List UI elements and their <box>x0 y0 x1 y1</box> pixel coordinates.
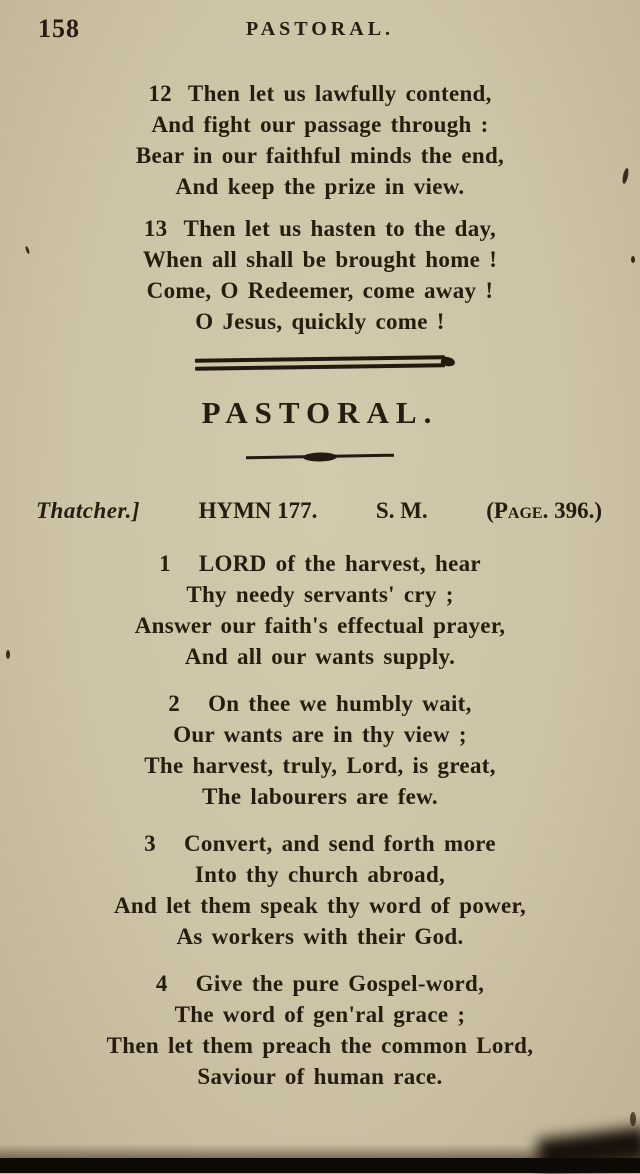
verse-number: 1 <box>159 551 171 576</box>
ornament-divider <box>246 454 394 460</box>
running-header <box>36 14 604 48</box>
hymn-177-verses <box>36 548 604 1092</box>
verse-13 <box>36 213 604 337</box>
verse-line: And let them speak thy word of power, <box>113 893 527 918</box>
verse-number: 13 <box>143 216 168 241</box>
hymn-title: HYMN 177. <box>198 498 318 523</box>
verse-line: The harvest, truly, Lord, is great, <box>144 753 496 778</box>
verse-12 <box>36 78 604 202</box>
page-number: 158 <box>38 14 80 43</box>
scan-shadow-bottom <box>0 1144 640 1158</box>
ink-smudge <box>631 256 635 263</box>
verse-line: And all our wants supply. <box>184 644 456 669</box>
verse-line <box>36 688 604 719</box>
divider-bar-bottom <box>195 363 445 370</box>
verse-line: Answer our faith's effectual prayer, <box>134 613 506 638</box>
verse-number: 2 <box>168 691 181 716</box>
ink-smudge <box>6 650 10 659</box>
verse-line: O Jesus, quickly come ! <box>195 309 445 334</box>
previous-hymn-verses <box>36 78 604 337</box>
verse-line <box>36 968 604 999</box>
ink-smudge <box>630 1112 636 1126</box>
verse-4 <box>36 968 604 1092</box>
verse-line: And fight our passage through : <box>151 112 489 137</box>
hymn-page-reference: (Page. 396.) <box>486 498 602 523</box>
verse-line <box>36 548 604 579</box>
hymn-meter: S. M. <box>375 498 428 523</box>
verse-line <box>36 828 604 859</box>
verse-line: Bear in our faithful minds the end, <box>135 143 505 168</box>
verse-number: 3 <box>144 831 156 856</box>
hymn-header <box>36 498 604 524</box>
scan-edge-band <box>0 1158 640 1173</box>
section-divider-rule <box>195 355 445 370</box>
verse-line-text: Then let us lawfully contend, <box>187 81 492 106</box>
verse-line: The labourers are few. <box>202 784 438 809</box>
divider-bar-top <box>195 355 445 362</box>
verse-3 <box>36 828 604 952</box>
ink-smudge <box>621 168 629 185</box>
verse-2 <box>36 688 604 812</box>
hymn-attribution: Thatcher.] <box>36 498 141 523</box>
verse-line-text: Then let us hasten to the day, <box>183 216 497 241</box>
verse-line: As workers with their God. <box>176 924 464 949</box>
verse-line-text: LORD of the harvest, hear <box>198 551 481 576</box>
section-title: PASTORAL. <box>201 395 439 430</box>
verse-line-text: Give the pure Gospel-word, <box>195 971 485 996</box>
verse-line <box>36 78 604 109</box>
verse-number: 12 <box>148 81 172 106</box>
verse-line-text: On thee we humbly wait, <box>208 691 472 716</box>
ink-smudge <box>25 246 31 255</box>
verse-line <box>36 213 604 244</box>
verse-line: Come, O Redeemer, come away ! <box>146 278 494 303</box>
verse-line: When all shall be brought home ! <box>142 247 498 272</box>
verse-1 <box>36 548 604 672</box>
verse-line: And keep the prize in view. <box>175 174 465 199</box>
verse-line: Our wants are in thy view ; <box>173 722 467 747</box>
verse-line: Saviour of human race. <box>197 1064 443 1089</box>
running-head-title: PASTORAL. <box>245 18 395 40</box>
verse-number: 4 <box>155 971 168 996</box>
verse-line: Thy needy servants' cry ; <box>186 582 454 607</box>
verse-line: Into thy church abroad, <box>194 862 446 887</box>
verse-line: The word of gen'ral grace ; <box>174 1002 466 1027</box>
verse-line: Then let them preach the common Lord, <box>106 1033 534 1058</box>
verse-line-text: Convert, and send forth more <box>183 831 496 856</box>
